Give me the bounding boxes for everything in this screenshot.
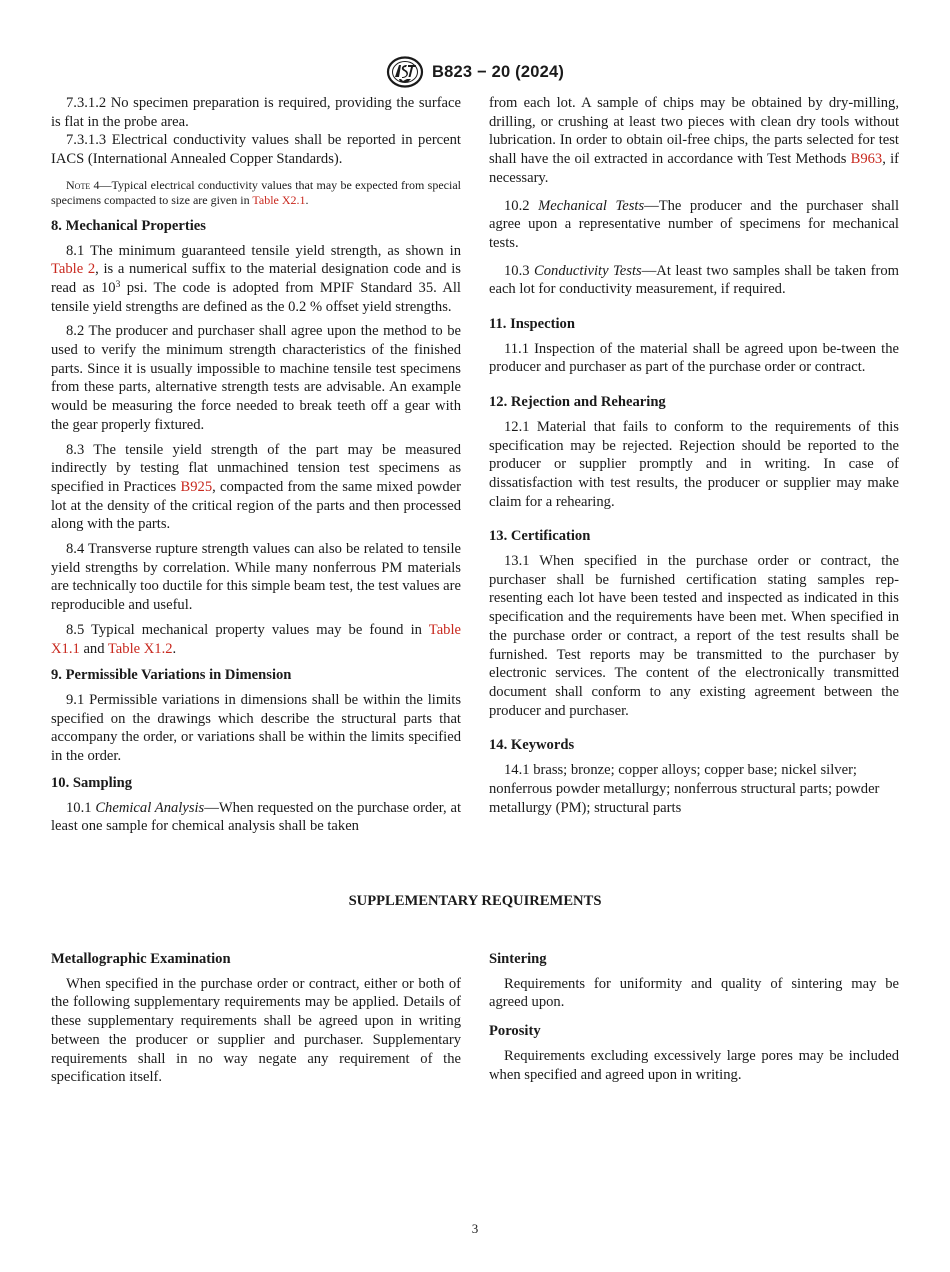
supplementary-right-column [489, 942, 899, 1090]
section-14-heading: 14. Keywords [489, 737, 575, 754]
paragraph-10-3 [489, 262, 899, 299]
p101-title: Chemical Analysis [95, 799, 205, 816]
note-end: . [305, 193, 309, 208]
note-label: Note [66, 177, 91, 192]
paragraph-11-1: 11.1 Inspection of the material shall be agreed upon be-tween the producer and purchaser as part of the purchase order or contract. [489, 340, 899, 376]
paragraph-7-3-1-2: 7.3.1.2 No specimen preparation is required, providing the surface is flat in the probe area. [51, 95, 461, 130]
p103-title: Conductivity Tests [534, 262, 642, 279]
p101-cont-text-a: from each lot. A sample of chips may be obtained by dry-milling, drilling, or crushing at least two pieces with clean dry tools without lubrication. In order to obtain oil-free chips, the parts selected for test shall have the oil extracted in accordance with Test Methods [489, 95, 899, 168]
porosity-paragraph: Requirements excluding excessively large pores may be included when specified and agreed upon in writing. [489, 1047, 899, 1083]
p85-text-a: 8.5 Typical mechanical property values may be found in [66, 621, 429, 638]
p83-text-a: 8.3 The tensile yield strength of the part may be measured indirectly by testing flat unmachined tension test specimens as specified in Practices [51, 441, 461, 495]
sintering-paragraph: Requirements for uniformity and quality of sintering may be agreed upon. [489, 975, 899, 1011]
paragraph-10-2 [489, 197, 899, 253]
section-9-heading: 9. Permissible Variations in Dimension [51, 667, 292, 684]
note-text: —Typical electrical conductivity values that may be expected from special specimens compacted to size are given in [51, 177, 461, 208]
p103-number: 10.3 [504, 262, 534, 279]
paragraph-8-5 [51, 621, 461, 658]
p101-text: —When requested on the purchase order, at least one sample for chemical analysis shall be taken [51, 799, 461, 835]
link-table-x2-1[interactable]: Table X2.1 [252, 193, 306, 208]
p81-text-c: psi. The code is adopted from MPIF Standard 35. All tensile yield strengths are defined as the 0.2 % offset yield strengths. [51, 279, 461, 315]
section-13-heading: 13. Certification [489, 528, 591, 545]
paragraph-10-1-continued [489, 94, 899, 188]
paragraph-8-4: 8.4 Transverse rupture strength values can also be related to tensile yield strengths by correlation. While many nonferrous PM materials are technically too ductile for this simple beam test, the test values are reproducible and useful. [51, 541, 461, 614]
page-number: 3 [471, 1221, 479, 1236]
paragraph-7-3-1-3: 7.3.1.3 Electrical conductivity values shall be reported in percent IACS (International Annealed Copper Standards). [51, 132, 461, 168]
p85-text-end: . [172, 640, 177, 657]
section-10-heading: 10. Sampling [51, 774, 133, 791]
section-11-heading: 11. Inspection [489, 316, 575, 333]
section-8-heading: 8. Mechanical Properties [51, 217, 206, 234]
link-table-x1-2[interactable]: Table X1.2 [107, 640, 173, 657]
p102-text: —The producer and the purchaser shall agree upon a representative number of specimens for mechanical tests. [489, 197, 900, 251]
supplementary-left-column [51, 942, 461, 1093]
page-header [0, 56, 950, 88]
right-column [489, 94, 899, 823]
note-4 [51, 178, 461, 209]
metallographic-heading: Metallographic Examination [51, 951, 231, 967]
link-b925[interactable]: B925 [180, 478, 213, 495]
p83-text-b: , compacted from the same mixed powder lot at the density of the critical region of the parts and then processed along with the parts. [51, 478, 461, 533]
document-designation: B823 − 20 (2024) [431, 62, 565, 81]
paragraph-8-2: 8.2 The producer and purchaser shall agree upon the method to be used to verify the minimum strength characteristics of the finished parts. Since it is usually impossible to machine tensile test specimens from these parts, alternative strength tests are advisable. An example would be measuring the force needed to break teeth off a gear with the gear properly fixtured. [51, 323, 461, 433]
section-12-heading: 12. Rejection and Rehearing [489, 394, 666, 411]
p101-number: 10.1 [66, 799, 96, 816]
p85-text-mid: and [79, 640, 108, 657]
paragraph-9-1: 9.1 Permissible variations in dimensions shall be within the limits specified on the drawings which describe the structural parts that accompany the order, or variations shall be within the limits specified in the order. [51, 691, 461, 765]
paragraph-8-1 [51, 242, 461, 317]
paragraph-14-1: 14.1 brass; bronze; copper alloys; copper base; nickel silver; nonferrous powder metallurgy; nonferrous structural parts; powder metallurgy (PM); structural parts [489, 762, 880, 816]
link-table-x1-1[interactable]: Table X1.1 [51, 621, 461, 657]
paragraph-10-1 [51, 799, 461, 836]
paragraph-8-3 [51, 441, 461, 535]
p102-title: Mechanical Tests [538, 197, 645, 214]
p102-number: 10.2 [504, 197, 539, 214]
left-column [51, 94, 461, 842]
paragraph-13-1: 13.1 When specified in the purchase order or contract, the purchaser shall be furnished certification stating samples rep-resenting each lot have been tested and inspected as indicated in this specification and the requirements have been met. When specified in the purchase order or contract, a report of the test results shall be furnished. Test reports may be transmitted to the purchaser by electronic services. The content of the electronically transmitted document shall conform to any existing agreement between the producer and purchaser. [489, 553, 899, 719]
p101-cont-text-b: , if necessary. [489, 151, 899, 186]
astm-logo-icon [386, 56, 424, 88]
supplementary-requirements-title: SUPPLEMENTARY REQUIREMENTS [348, 893, 602, 909]
sintering-heading: Sintering [489, 951, 547, 967]
p81-text-b: , is a numerical suffix to the material designation code and is read as 10 [51, 261, 461, 296]
link-b963[interactable]: B963 [850, 151, 883, 168]
p103-text: —At least two samples shall be taken from each lot for conductivity measurement, if required. [489, 262, 900, 298]
note-number: 4 [90, 177, 100, 192]
metallographic-paragraph: When specified in the purchase order or contract, either or both of the following supplementary requirements may be applied. Details of these supplementary requirements shall be agreed upon in writing between the producer or supplier and purchaser. Supplementary requirements shall in no way negate any requirement of the specification itself. [51, 975, 461, 1086]
link-table-2[interactable]: Table 2 [51, 261, 96, 278]
exponent: 3 [115, 279, 121, 290]
p81-text-a: 8.1 The minimum guaranteed tensile yield strength, as shown in [66, 242, 461, 259]
porosity-heading: Porosity [489, 1023, 541, 1040]
paragraph-12-1: 12.1 Material that fails to conform to the requirements of this specification may be rejected. Rejection should be reported to the producer or supplier promptly and in writing. In case of dissatisfaction with test results, the producer or supplier may make claim for a rehearing. [489, 418, 899, 510]
